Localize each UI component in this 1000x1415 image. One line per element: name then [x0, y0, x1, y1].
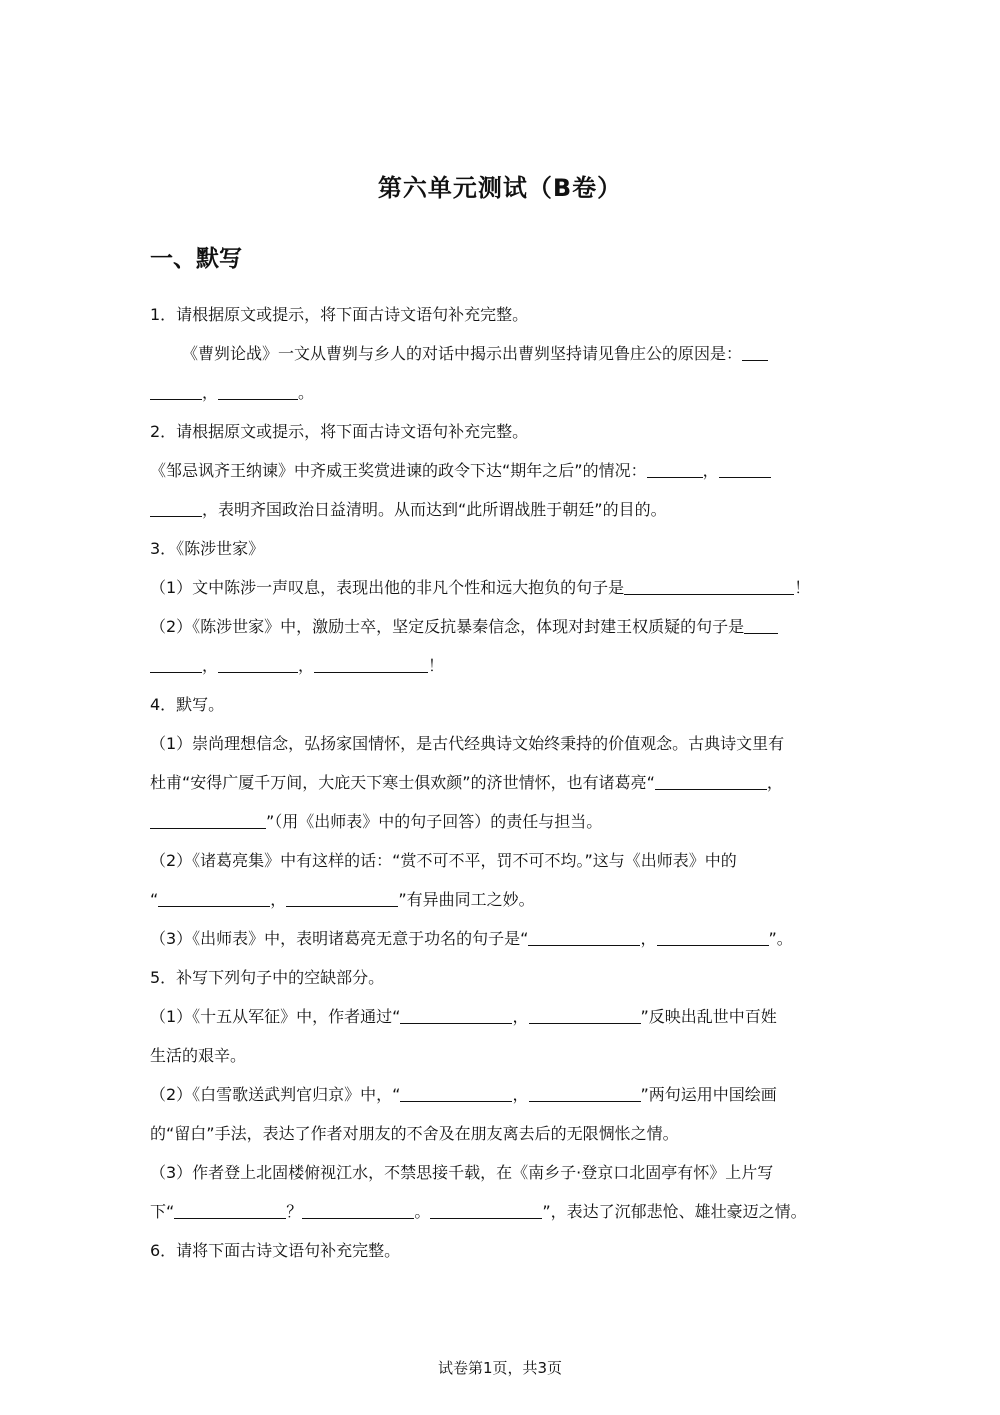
answer-blank[interactable] — [150, 812, 266, 829]
question-3-prompt: 3．《陈涉世家》 — [150, 539, 265, 558]
question-3-sub-2: （2）《陈涉世家》中，激励士卒，坚定反抗暴秦信念，体现对封建王权质疑的句子是 — [150, 616, 778, 638]
answer-blank[interactable] — [744, 617, 778, 634]
answer-blank[interactable] — [150, 500, 202, 517]
answer-blank[interactable] — [529, 1085, 641, 1102]
answer-blank[interactable] — [150, 383, 202, 400]
answer-blank[interactable] — [158, 890, 270, 907]
question-4-sub-2: （2）《诸葛亮集》中有这样的话：“赏不可不平，罚不可不均。”这与《出师表》中的 — [150, 851, 737, 870]
answer-blank[interactable] — [400, 1085, 512, 1102]
question-2-stem: 《邹忌讽齐王纳谏》中齐威王奖赏进谏的政令下达“期年之后”的情况： — [150, 461, 647, 480]
question-1-prompt: 1．请根据原文或提示，将下面古诗文语句补充完整。 — [150, 305, 529, 324]
question-2-text-cont: ，表明齐国政治日益清明。从而达到“此所谓战胜于朝廷”的目的。 — [150, 499, 667, 521]
answer-blank[interactable] — [174, 1202, 286, 1219]
answer-blank[interactable] — [150, 656, 202, 673]
question-5-sub-1: （1）《十五从军征》中，作者通过“ ， ”反映出乱世中百姓 — [150, 1007, 777, 1026]
question-4-sub-3: （3）《出师表》中，表明诸葛亮无意于功名的句子是“ ， ”。 — [150, 929, 793, 948]
question-4-sub-1: （1）崇尚理想信念，弘扬家国情怀，是古代经典诗文始终秉持的价值观念。古典诗文里有 — [150, 734, 785, 753]
answer-blank[interactable] — [430, 1202, 542, 1219]
question-5-sub-2: （2）《白雪歌送武判官归京》中，“ ， ”两句运用中国绘画 — [150, 1085, 777, 1104]
question-1-stem: 《曹刿论战》一文从曹刿与乡人的对话中揭示出曹刿坚持请见鲁庄公的原因是： — [182, 344, 743, 363]
section-heading: 一、默写 — [150, 246, 242, 272]
answer-blank[interactable] — [218, 656, 298, 673]
answer-blank[interactable] — [528, 929, 640, 946]
answer-blank[interactable] — [742, 344, 768, 361]
answer-blank[interactable] — [302, 1202, 414, 1219]
page-title: 第六单元测试（B卷） — [377, 174, 623, 202]
page-footer: 试卷第1页，共3页 — [437, 1359, 563, 1377]
question-5-sub-3: （3）作者登上北固楼俯视江水，不禁思接千载，在《南乡子·登京口北固亭有怀》上片写 — [150, 1163, 774, 1182]
answer-blank[interactable] — [314, 656, 428, 673]
answer-blank[interactable] — [657, 929, 769, 946]
answer-blank[interactable] — [286, 890, 398, 907]
question-1-text-cont: ， 。 — [150, 382, 314, 404]
question-3-sub-2-cont: ， ， ！ — [150, 655, 444, 677]
question-1-text — [182, 343, 768, 365]
question-4-prompt: 4．默写。 — [150, 695, 225, 714]
answer-blank[interactable] — [529, 1007, 641, 1024]
answer-blank[interactable] — [400, 1007, 512, 1024]
answer-blank[interactable] — [624, 578, 794, 595]
question-4-sub-1-cont2: ”（用《出师表》中的句子回答）的责任与担当。 — [150, 811, 602, 833]
question-2-prompt: 2．请根据原文或提示，将下面古诗文语句补充完整。 — [150, 422, 529, 441]
answer-blank[interactable] — [647, 461, 703, 478]
question-5-sub-1-cont: 生活的艰辛。 — [150, 1046, 247, 1065]
question-3-sub-1: （1）文中陈涉一声叹息，表现出他的非凡个性和远大抱负的句子是 ！ — [150, 578, 811, 597]
question-2-text: 《邹忌讽齐王纳谏》中齐威王奖赏进谏的政令下达“期年之后”的情况： ， — [150, 460, 771, 482]
question-5-sub-2-cont: 的“留白”手法，表达了作者对朋友的不舍及在朋友离去后的无限惆怅之情。 — [150, 1124, 679, 1143]
answer-blank[interactable] — [719, 461, 771, 478]
question-5-prompt: 5．补写下列句子中的空缺部分。 — [150, 968, 385, 987]
question-4-sub-2-cont: “ ， ”有异曲同工之妙。 — [150, 890, 535, 909]
question-4-sub-1-cont: 杜甫“安得广厦千万间，大庇天下寒士俱欢颜”的济世情怀，也有诸葛亮“ ， — [150, 773, 783, 792]
question-6-prompt: 6．请将下面古诗文语句补充完整。 — [150, 1241, 401, 1260]
answer-blank[interactable] — [655, 773, 767, 790]
question-5-sub-3-cont: 下“ ？ 。 ”，表达了沉郁悲怆、雄壮豪迈之情。 — [150, 1202, 807, 1221]
answer-blank[interactable] — [218, 383, 298, 400]
